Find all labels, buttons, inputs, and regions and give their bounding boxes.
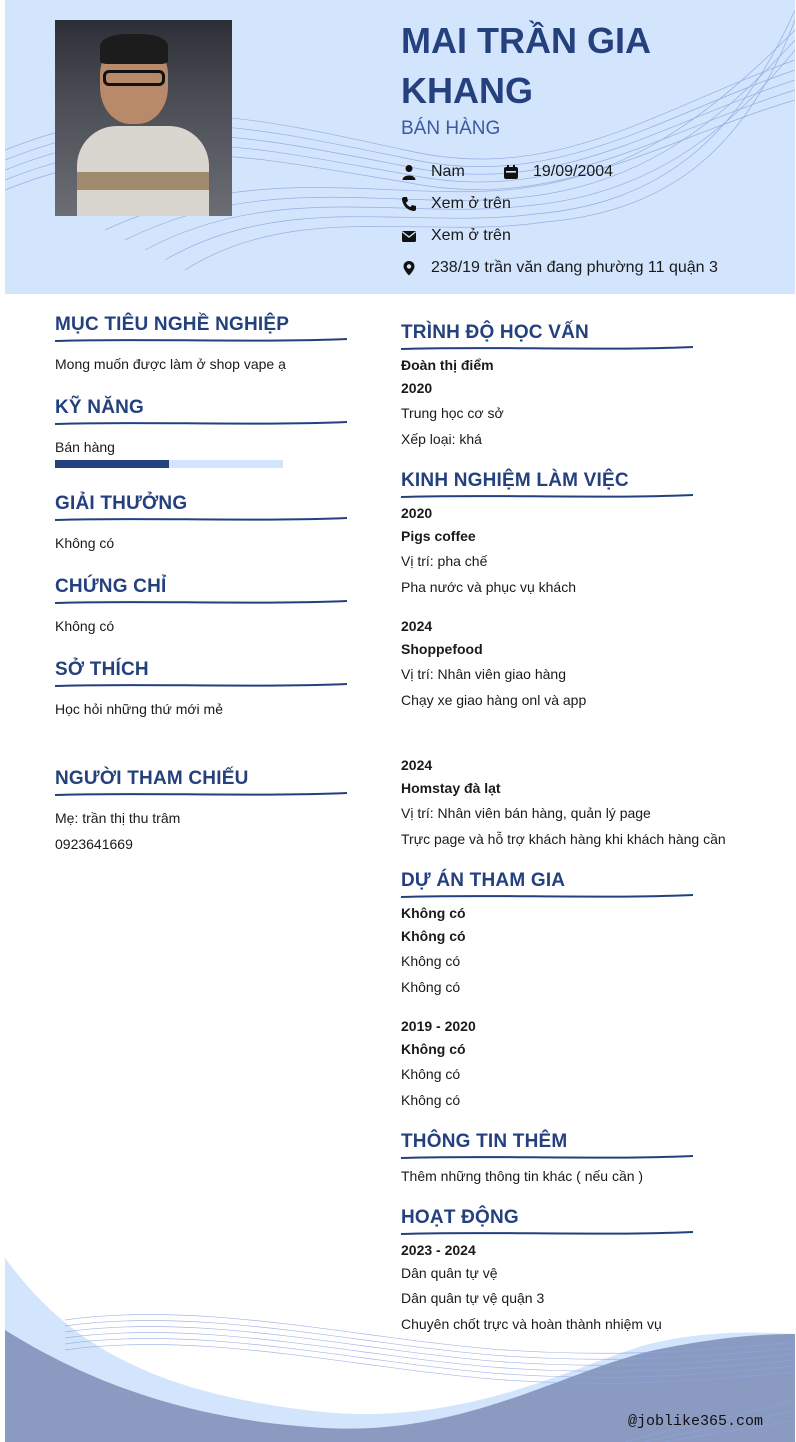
education-year: 2020 <box>401 380 433 396</box>
objective-underline <box>55 337 347 343</box>
education-school: Đoàn thị điểm <box>401 357 494 373</box>
location-pin-icon <box>401 260 417 276</box>
activity-organization: Dân quân tự vệ <box>401 1265 498 1281</box>
education-underline <box>401 345 693 351</box>
project-description: Không có <box>401 1092 461 1108</box>
activity-description: Chuyên chốt trực và hoàn thành nhiệm vụ <box>401 1316 662 1332</box>
reference-name: Mẹ: trần thị thu trâm <box>55 810 181 826</box>
hobbies-title: SỞ THÍCH <box>55 659 149 680</box>
cv-header <box>5 0 795 294</box>
hobbies-underline <box>55 682 347 688</box>
project-role: Không có <box>401 953 461 969</box>
experience-year: 2020 <box>401 505 433 521</box>
address-value: 238/19 trần văn đang phường 11 quận 3 <box>431 259 718 276</box>
activities-underline <box>401 1230 693 1236</box>
education-level: Trung học cơ sở <box>401 405 504 421</box>
projects-underline <box>401 893 693 899</box>
activity-role: Dân quân tự vệ quận 3 <box>401 1290 545 1306</box>
skills-underline <box>55 420 347 426</box>
phone-row <box>401 192 511 216</box>
skills-title: KỸ NĂNG <box>55 397 145 418</box>
address-row <box>401 256 718 280</box>
experience-company: Homstay đà lạt <box>401 780 501 796</box>
project-name: Không có <box>401 928 466 944</box>
experience-description: Chạy xe giao hàng onl và app <box>401 692 587 708</box>
skill-name: Bán hàng <box>55 439 115 455</box>
objective-text: Mong muốn được làm ở shop vape ạ <box>55 356 286 372</box>
certificates-title: CHỨNG CHỈ <box>55 576 167 597</box>
project-time: Không có <box>401 905 466 921</box>
email-value: Xem ở trên <box>431 227 511 244</box>
project-time: 2019 - 2020 <box>401 1018 476 1034</box>
profile-photo <box>55 20 232 216</box>
experience-underline <box>401 493 693 499</box>
extra-info-underline <box>401 1154 693 1160</box>
project-role: Không có <box>401 1066 461 1082</box>
experience-position: Vị trí: Nhân viên bán hàng, quản lý page <box>401 805 651 821</box>
phone-icon <box>401 196 417 212</box>
projects-title: DỰ ÁN THAM GIA <box>401 870 566 891</box>
watermark-text: @joblike365.com <box>628 1413 764 1430</box>
education-title: TRÌNH ĐỘ HỌC VẤN <box>401 322 589 343</box>
candidate-name: MAI TRẦN GIA KHANG <box>401 20 650 111</box>
awards-title: GIẢI THƯỞNG <box>55 493 188 514</box>
references-title: NGƯỜI THAM CHIẾU <box>55 768 249 789</box>
experience-title: KINH NGHIỆM LÀM VIỆC <box>401 470 629 491</box>
activity-time: 2023 - 2024 <box>401 1242 476 1258</box>
objective-title: MỤC TIÊU NGHỀ NGHIỆP <box>55 314 290 335</box>
experience-year: 2024 <box>401 618 433 634</box>
awards-underline <box>55 516 347 522</box>
experience-position: Vị trí: Nhân viên giao hàng <box>401 666 566 682</box>
cv-page <box>5 0 795 1442</box>
experience-company: Pigs coffee <box>401 528 476 544</box>
birthdate-value: 19/09/2004 <box>533 163 614 180</box>
certificates-underline <box>55 599 347 605</box>
experience-year: 2024 <box>401 757 433 773</box>
experience-description: Trực page và hỗ trợ khách hàng khi khách hàng cần <box>401 831 726 847</box>
education-grade: Xếp loại: khá <box>401 431 482 447</box>
gender-row <box>401 160 465 184</box>
project-name: Không có <box>401 1041 466 1057</box>
experience-company: Shoppefood <box>401 641 483 657</box>
experience-position: Vị trí: pha chế <box>401 553 488 569</box>
experience-description: Pha nước và phục vụ khách <box>401 579 576 595</box>
photo-shirt <box>77 126 209 216</box>
skill-level-fill <box>55 460 169 468</box>
hobbies-text: Học hỏi những thứ mới mẻ <box>55 701 223 717</box>
reference-phone: 0923641669 <box>55 836 133 852</box>
references-underline <box>55 791 347 797</box>
skill-level-bar <box>55 460 283 468</box>
project-description: Không có <box>401 979 461 995</box>
job-title: BÁN HÀNG <box>401 118 501 139</box>
envelope-icon <box>401 228 417 244</box>
extra-info-text: Thêm những thông tin khác ( nếu cần ) <box>401 1168 644 1184</box>
photo-glasses <box>103 70 165 86</box>
email-row <box>401 224 511 248</box>
calendar-icon <box>503 164 519 180</box>
person-icon <box>401 164 417 180</box>
activities-title: HOẠT ĐỘNG <box>401 1207 519 1228</box>
gender-value: Nam <box>431 163 465 180</box>
phone-value: Xem ở trên <box>431 195 511 212</box>
awards-text: Không có <box>55 535 115 551</box>
certificates-text: Không có <box>55 618 115 634</box>
birthdate-row <box>503 160 613 184</box>
extra-info-title: THÔNG TIN THÊM <box>401 1131 568 1152</box>
photo-hair <box>100 34 168 64</box>
